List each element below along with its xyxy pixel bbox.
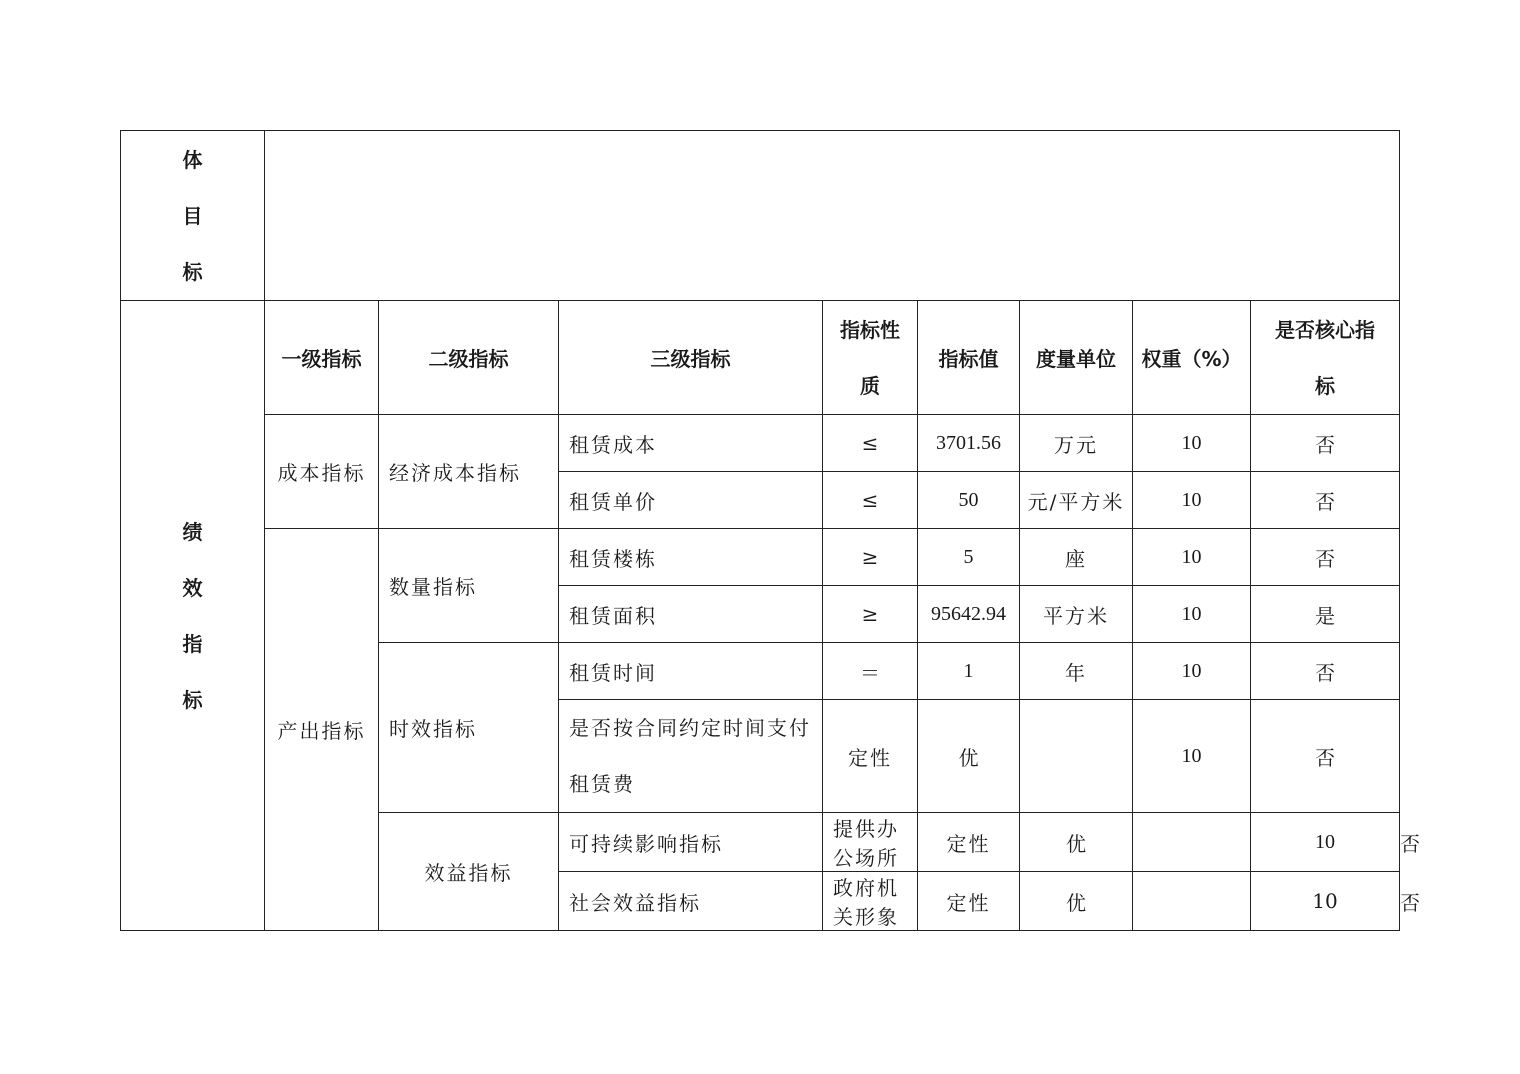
perf-label-char: 指	[182, 631, 203, 656]
row-unit: 万元	[1020, 415, 1133, 472]
header-nature	[823, 301, 918, 415]
row-unit: 座	[1020, 529, 1133, 586]
row-name: 提供办公场所	[823, 813, 918, 872]
row-core: 否	[1251, 472, 1400, 529]
group-benefit: 效益指标	[379, 813, 559, 931]
row-value: 优	[1020, 872, 1133, 931]
row-unit	[1020, 700, 1133, 813]
perf-indicator-label	[121, 301, 265, 931]
perf-label-char: 标	[182, 687, 203, 712]
row-name-line1: 是否按合同约定时间支付	[569, 716, 811, 740]
row-name: 租赁楼栋	[559, 529, 823, 586]
header-level3: 三级指标	[559, 301, 823, 415]
row-nature: ＝	[823, 643, 918, 700]
row-core: 否	[1251, 643, 1400, 700]
row-name	[559, 700, 823, 813]
row-core: 否	[1251, 415, 1400, 472]
subgroup-economic-cost: 经济成本指标	[379, 415, 559, 529]
header-level1: 一级指标	[265, 301, 379, 415]
header-nature-line2: 质	[860, 373, 880, 398]
header-weight: 权重（%）	[1133, 301, 1251, 415]
row-value: 3701.56	[918, 415, 1020, 472]
row-unit	[1133, 813, 1251, 872]
header-nature-line1: 指标性	[840, 317, 900, 342]
header-level2: 二级指标	[379, 301, 559, 415]
row-weight: 10	[1251, 813, 1400, 872]
row-weight: 10	[1133, 643, 1251, 700]
header-row	[121, 301, 1400, 415]
row-name-line2: 租赁费	[569, 772, 635, 796]
row-value: 优	[1020, 813, 1133, 872]
row-name: 租赁单价	[559, 472, 823, 529]
row-unit: 元/平方米	[1020, 472, 1133, 529]
row-nature: ≤	[823, 472, 918, 529]
table-row: 社会效益指标 政府机关形象 定性 优 10 否	[121, 872, 1400, 931]
row-unit: 平方米	[1020, 586, 1133, 643]
row-nature: ≤	[823, 415, 918, 472]
row-weight: 10	[1251, 872, 1400, 931]
table-row	[121, 415, 1400, 472]
row-unit	[1133, 872, 1251, 931]
header-core-line2: 标	[1315, 373, 1335, 398]
group-cost: 成本指标	[265, 415, 379, 529]
subgroup-social: 社会效益指标	[559, 872, 823, 931]
row-value: 95642.94	[918, 586, 1020, 643]
row-unit: 年	[1020, 643, 1133, 700]
row-core: 否	[1251, 700, 1400, 813]
header-unit: 度量单位	[1020, 301, 1133, 415]
overall-goal-label-char: 目	[182, 203, 203, 228]
row-weight: 10	[1133, 586, 1251, 643]
group-output: 产出指标	[265, 529, 379, 931]
row-value: 1	[918, 643, 1020, 700]
row-nature: 定性	[823, 700, 918, 813]
header-core-line1: 是否核心指	[1275, 317, 1375, 342]
header-value: 指标值	[918, 301, 1020, 415]
table-row: 效益指标 可持续影响指标 提供办公场所 定性 优 10 否	[121, 813, 1400, 872]
row-weight: 10	[1133, 529, 1251, 586]
table-row	[121, 529, 1400, 586]
row-name: 租赁成本	[559, 415, 823, 472]
perf-label-char: 效	[182, 575, 203, 600]
row-core: 是	[1251, 586, 1400, 643]
row-weight: 10	[1133, 472, 1251, 529]
row-name: 租赁面积	[559, 586, 823, 643]
overall-goal-label	[121, 131, 265, 301]
perf-label-char: 绩	[182, 519, 203, 544]
row-value: 5	[918, 529, 1020, 586]
subgroup-timeliness: 时效指标	[379, 643, 559, 813]
subgroup-sustainable: 可持续影响指标	[559, 813, 823, 872]
performance-table	[120, 130, 1420, 931]
row-weight: 10	[1133, 415, 1251, 472]
overall-goal-row	[121, 131, 1400, 301]
overall-goal-content	[265, 131, 1400, 301]
row-value: 50	[918, 472, 1020, 529]
row-weight: 10	[1133, 700, 1251, 813]
row-value: 优	[918, 700, 1020, 813]
overall-goal-label-char: 体	[182, 147, 203, 172]
row-name: 租赁时间	[559, 643, 823, 700]
header-core	[1251, 301, 1400, 415]
subgroup-quantity: 数量指标	[379, 529, 559, 643]
overall-goal-label-char: 标	[182, 259, 203, 284]
row-core: 否	[1251, 529, 1400, 586]
row-nature: ≥	[823, 586, 918, 643]
row-nature: 定性	[918, 813, 1020, 872]
row-nature: 定性	[918, 872, 1020, 931]
row-nature: ≥	[823, 529, 918, 586]
row-name: 政府机关形象	[823, 872, 918, 931]
